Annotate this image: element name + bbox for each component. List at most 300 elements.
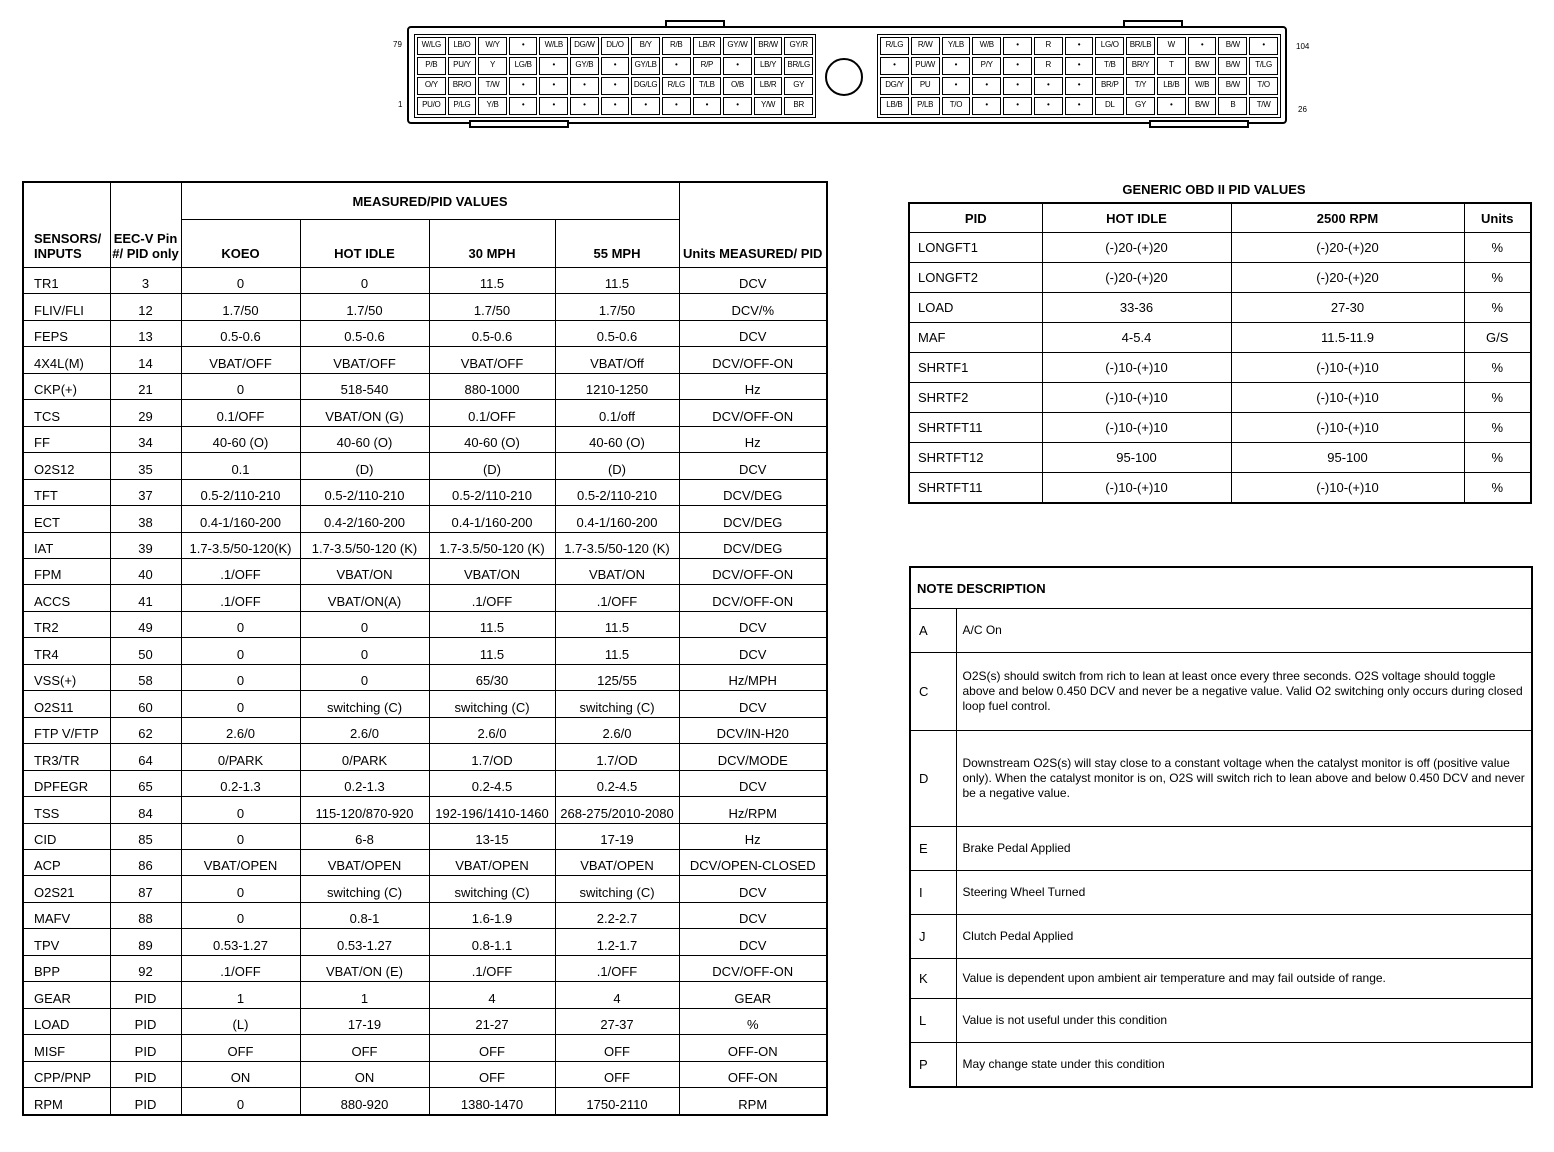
cell-koeo: 0.53-1.27	[181, 929, 300, 955]
cell-30-mph: 1.6-1.9	[429, 902, 555, 928]
connector-pin: •	[1003, 77, 1032, 95]
cell-55-mph: 2.2-2.7	[555, 902, 679, 928]
cell-units: RPM	[679, 1088, 827, 1115]
cell-units: Hz	[679, 373, 827, 399]
cell-koeo: 0.1	[181, 453, 300, 479]
cell-units: DCV	[679, 611, 827, 637]
cell-koeo: 0	[181, 691, 300, 717]
table-row	[23, 558, 827, 584]
cell-55-mph: 1.2-1.7	[555, 929, 679, 955]
connector-pin: R/P	[693, 57, 722, 75]
connector-pin: R/W	[911, 37, 940, 55]
connector-pin: •	[570, 77, 599, 95]
connector-pin: •	[631, 97, 660, 115]
obd-cell-pid: SHRTFT11	[909, 472, 1042, 503]
cell-koeo: 0/PARK	[181, 744, 300, 770]
connector-pin: P/Y	[972, 57, 1001, 75]
cell-30-mph: 0.5-2/110-210	[429, 479, 555, 505]
cell-koeo: .1/OFF	[181, 558, 300, 584]
connector-pin: R	[1034, 57, 1063, 75]
connector-pin: •	[509, 97, 538, 115]
cell-55-mph: 1210-1250	[555, 373, 679, 399]
cell-hot-idle: VBAT/OPEN	[300, 849, 429, 875]
cell-pin: 12	[110, 294, 181, 320]
table-row	[23, 1088, 827, 1115]
cell-hot-idle: VBAT/ON (G)	[300, 400, 429, 426]
table-row	[909, 472, 1531, 503]
obd-cell-units: %	[1464, 382, 1531, 412]
connector-pin: Y/W	[754, 97, 783, 115]
cell-sensor: IAT	[23, 532, 110, 558]
connector-pin: GY/R	[784, 37, 813, 55]
cell-units: DCV	[679, 638, 827, 664]
cell-55-mph: 11.5	[555, 638, 679, 664]
cell-units: DCV/OFF-ON	[679, 955, 827, 981]
cell-units: DCV	[679, 929, 827, 955]
note-row	[910, 871, 1532, 915]
table-row	[23, 453, 827, 479]
table-row	[23, 982, 827, 1008]
connector-pin: •	[942, 57, 971, 75]
cell-30-mph: 0.1/OFF	[429, 400, 555, 426]
connector-pin: W/B	[1188, 77, 1217, 95]
cell-30-mph: 21-27	[429, 1008, 555, 1034]
table-row	[23, 585, 827, 611]
connector-pin: LB/O	[448, 37, 477, 55]
connector-pin-block-right	[877, 34, 1281, 118]
note-letter: C	[910, 653, 956, 731]
obd-cell-units: G/S	[1464, 322, 1531, 352]
cell-55-mph: 11.5	[555, 268, 679, 294]
obd-cell-pid: LOAD	[909, 292, 1042, 322]
connector-pin: •	[509, 77, 538, 95]
cell-pin: 34	[110, 426, 181, 452]
connector-pin: •	[942, 77, 971, 95]
cell-pin: 13	[110, 320, 181, 346]
cell-55-mph: 40-60 (O)	[555, 426, 679, 452]
cell-koeo: 1.7-3.5/50-120(K)	[181, 532, 300, 558]
notes-table	[909, 566, 1533, 1088]
cell-sensor: FF	[23, 426, 110, 452]
table-row	[909, 382, 1531, 412]
connector-pin: •	[1034, 97, 1063, 115]
cell-hot-idle: 0.4-2/160-200	[300, 506, 429, 532]
table-row	[23, 691, 827, 717]
cell-hot-idle: 0	[300, 664, 429, 690]
connector-pin: P/B	[417, 57, 446, 75]
cell-pin: PID	[110, 1088, 181, 1115]
cell-pin: 65	[110, 770, 181, 796]
table-row	[23, 320, 827, 346]
cell-units: DCV/DEG	[679, 479, 827, 505]
connector-pin: BR/O	[448, 77, 477, 95]
cell-hot-idle: 0	[300, 268, 429, 294]
table-row	[909, 352, 1531, 382]
connector-pin: Y/B	[478, 97, 507, 115]
cell-pin: 84	[110, 797, 181, 823]
cell-55-mph: switching (C)	[555, 876, 679, 902]
cell-pin: 88	[110, 902, 181, 928]
cell-55-mph: 0.4-1/160-200	[555, 506, 679, 532]
table-row	[23, 955, 827, 981]
cell-sensor: FLIV/FLI	[23, 294, 110, 320]
cell-sensor: O2S12	[23, 453, 110, 479]
cell-sensor: LOAD	[23, 1008, 110, 1034]
note-description: A/C On	[956, 609, 1532, 653]
connector-pin: •	[601, 97, 630, 115]
obd-cell-hot-idle: (-)10-(+)10	[1042, 472, 1231, 503]
connector-pin: •	[1065, 77, 1094, 95]
cell-units: DCV/DEG	[679, 532, 827, 558]
table-row	[909, 412, 1531, 442]
connector-pin: B/W	[1218, 37, 1247, 55]
cell-sensor: MAFV	[23, 902, 110, 928]
cell-55-mph: 1.7/OD	[555, 744, 679, 770]
obd-cell-hot-idle: 95-100	[1042, 442, 1231, 472]
connector-center-circle	[825, 58, 863, 96]
table-row	[23, 664, 827, 690]
cell-units: DCV/OFF-ON	[679, 347, 827, 373]
connector-pin: GY/B	[570, 57, 599, 75]
cell-pin: 50	[110, 638, 181, 664]
connector-pin: DL/O	[601, 37, 630, 55]
cell-hot-idle: 0/PARK	[300, 744, 429, 770]
cell-30-mph: 65/30	[429, 664, 555, 690]
connector-pin: BR/P	[1095, 77, 1124, 95]
connector-pin: •	[1003, 57, 1032, 75]
cell-sensor: DPFEGR	[23, 770, 110, 796]
note-letter: A	[910, 609, 956, 653]
cell-koeo: 0.2-1.3	[181, 770, 300, 796]
obd-cell-2500-rpm: (-)20-(+)20	[1231, 233, 1464, 263]
connector-pin: •	[1065, 57, 1094, 75]
table-row	[23, 823, 827, 849]
note-row	[910, 827, 1532, 871]
cell-koeo: 0	[181, 664, 300, 690]
connector-pin: •	[723, 97, 752, 115]
cell-sensor: CID	[23, 823, 110, 849]
cell-pin: 86	[110, 849, 181, 875]
connector-pin: GY/LB	[631, 57, 660, 75]
obd-cell-hot-idle: (-)20-(+)20	[1042, 262, 1231, 292]
obd-header-cell: Units	[1464, 203, 1531, 233]
cell-units: DCV/OFF-ON	[679, 400, 827, 426]
cell-pin: 60	[110, 691, 181, 717]
table-row	[909, 233, 1531, 263]
cell-pin: 21	[110, 373, 181, 399]
connector-pin: R/LG	[662, 77, 691, 95]
cell-koeo: 0	[181, 876, 300, 902]
obd-cell-pid: SHRTF1	[909, 352, 1042, 382]
connector-pin: LG/O	[1095, 37, 1124, 55]
cell-hot-idle: 1	[300, 982, 429, 1008]
header-koeo: KOEO	[181, 220, 300, 268]
cell-pin: 85	[110, 823, 181, 849]
obd-cell-2500-rpm: 11.5-11.9	[1231, 322, 1464, 352]
table-row	[23, 532, 827, 558]
table-row	[23, 611, 827, 637]
connector-pin: R	[1034, 37, 1063, 55]
cell-hot-idle: VBAT/OFF	[300, 347, 429, 373]
connector-pin: •	[1249, 37, 1278, 55]
cell-koeo: 0.4-1/160-200	[181, 506, 300, 532]
cell-hot-idle: 0.5-2/110-210	[300, 479, 429, 505]
connector-pin: T/B	[1095, 57, 1124, 75]
pin-label-79: 79	[393, 40, 402, 49]
cell-pin: 39	[110, 532, 181, 558]
connector-pin: T/LB	[693, 77, 722, 95]
obd-cell-pid: LONGFT1	[909, 233, 1042, 263]
table-row	[23, 797, 827, 823]
obd-cell-2500-rpm: (-)10-(+)10	[1231, 472, 1464, 503]
connector-pin: B/W	[1218, 57, 1247, 75]
cell-30-mph: VBAT/OPEN	[429, 849, 555, 875]
cell-pin: PID	[110, 1008, 181, 1034]
note-description: Clutch Pedal Applied	[956, 915, 1532, 959]
connector-pin: DG/W	[570, 37, 599, 55]
cell-sensor: TCS	[23, 400, 110, 426]
connector-pin: •	[539, 57, 568, 75]
note-letter: K	[910, 959, 956, 999]
connector-pin: PU/O	[417, 97, 446, 115]
cell-55-mph: switching (C)	[555, 691, 679, 717]
obd-cell-units: %	[1464, 233, 1531, 263]
note-letter: L	[910, 999, 956, 1043]
cell-hot-idle: 0.2-1.3	[300, 770, 429, 796]
header-sensors-inputs: SENSORS/ INPUTS	[23, 182, 110, 268]
obd-cell-units: %	[1464, 352, 1531, 382]
connector-pin: BR/W	[754, 37, 783, 55]
connector-pin: DG/Y	[880, 77, 909, 95]
cell-55-mph: 0.2-4.5	[555, 770, 679, 796]
cell-hot-idle: 0.5-0.6	[300, 320, 429, 346]
cell-pin: 87	[110, 876, 181, 902]
table-row	[23, 1061, 827, 1087]
cell-30-mph: 40-60 (O)	[429, 426, 555, 452]
obd-cell-hot-idle: (-)10-(+)10	[1042, 412, 1231, 442]
table-row	[909, 442, 1531, 472]
cell-sensor: FTP V/FTP	[23, 717, 110, 743]
connector-bottom-tab-left	[469, 120, 569, 128]
connector-pin: LB/Y	[754, 57, 783, 75]
cell-sensor: FEPS	[23, 320, 110, 346]
cell-pin: 40	[110, 558, 181, 584]
cell-55-mph: 125/55	[555, 664, 679, 690]
cell-55-mph: 2.6/0	[555, 717, 679, 743]
connector-pin: W/Y	[478, 37, 507, 55]
cell-units: DCV	[679, 902, 827, 928]
cell-55-mph: VBAT/ON	[555, 558, 679, 584]
obd-cell-pid: SHRTFT11	[909, 412, 1042, 442]
connector-pin: LB/B	[1157, 77, 1186, 95]
obd-cell-units: %	[1464, 442, 1531, 472]
cell-sensor: TPV	[23, 929, 110, 955]
cell-55-mph: (D)	[555, 453, 679, 479]
cell-pin: 92	[110, 955, 181, 981]
cell-sensor: ACP	[23, 849, 110, 875]
cell-30-mph: 1.7/50	[429, 294, 555, 320]
cell-55-mph: .1/OFF	[555, 955, 679, 981]
cell-55-mph: OFF	[555, 1061, 679, 1087]
notes-header-description: DESCRIPTION	[956, 580, 1046, 596]
table-row	[23, 294, 827, 320]
connector-pin: DL	[1095, 97, 1124, 115]
cell-sensor: BPP	[23, 955, 110, 981]
obd-cell-units: %	[1464, 472, 1531, 503]
connector-pin: O/Y	[417, 77, 446, 95]
cell-hot-idle: 518-540	[300, 373, 429, 399]
cell-30-mph: 11.5	[429, 638, 555, 664]
table-row	[23, 1008, 827, 1034]
cell-pin: PID	[110, 1061, 181, 1087]
connector-pin: T/W	[478, 77, 507, 95]
cell-koeo: 0	[181, 373, 300, 399]
cell-units: DCV/OPEN-CLOSED	[679, 849, 827, 875]
table-row	[23, 400, 827, 426]
cell-hot-idle: 0	[300, 611, 429, 637]
connector-pin: Y/LB	[942, 37, 971, 55]
cell-units: GEAR	[679, 982, 827, 1008]
cell-koeo: ON	[181, 1061, 300, 1087]
cell-sensor: FPM	[23, 558, 110, 584]
obd-table-title: GENERIC OBD II PID VALUES	[1122, 182, 1306, 197]
cell-55-mph: VBAT/Off	[555, 347, 679, 373]
note-row	[910, 609, 1532, 653]
table-row	[909, 262, 1531, 292]
table-row	[23, 479, 827, 505]
table-row	[23, 268, 827, 294]
cell-sensor: MISF	[23, 1035, 110, 1061]
note-letter: I	[910, 871, 956, 915]
cell-30-mph: switching (C)	[429, 876, 555, 902]
cell-units: DCV/OFF-ON	[679, 558, 827, 584]
connector-pin: •	[601, 77, 630, 95]
cell-koeo: 0.1/OFF	[181, 400, 300, 426]
cell-units: Hz	[679, 823, 827, 849]
sensor-inputs-table	[22, 181, 828, 1116]
note-row	[910, 959, 1532, 999]
cell-30-mph: 11.5	[429, 611, 555, 637]
cell-units: Hz	[679, 426, 827, 452]
cell-units: OFF-ON	[679, 1035, 827, 1061]
cell-55-mph: 0.1/off	[555, 400, 679, 426]
connector-pin-block-left	[414, 34, 816, 118]
cell-sensor: TSS	[23, 797, 110, 823]
cell-units: OFF-ON	[679, 1061, 827, 1087]
cell-koeo: 0	[181, 1088, 300, 1115]
cell-pin: 3	[110, 268, 181, 294]
pin-label-1: 1	[398, 100, 403, 109]
connector-pin: W	[1157, 37, 1186, 55]
cell-sensor: TFT	[23, 479, 110, 505]
pin-label-104: 104	[1296, 42, 1310, 51]
cell-pin: PID	[110, 982, 181, 1008]
cell-30-mph: 0.8-1.1	[429, 929, 555, 955]
connector-pin: B/W	[1188, 57, 1217, 75]
cell-30-mph: switching (C)	[429, 691, 555, 717]
header-30-mph: 30 MPH	[429, 220, 555, 268]
header-pin: EEC-V Pin #/ PID only	[110, 182, 181, 268]
cell-hot-idle: ON	[300, 1061, 429, 1087]
connector-pin: DG/LG	[631, 77, 660, 95]
table-row	[23, 426, 827, 452]
connector-pin: B/Y	[631, 37, 660, 55]
connector-pin: T/W	[1249, 97, 1278, 115]
obd-header-cell: 2500 RPM	[1231, 203, 1464, 233]
table-row	[23, 770, 827, 796]
connector-pin: W/LB	[539, 37, 568, 55]
cell-hot-idle: switching (C)	[300, 876, 429, 902]
cell-hot-idle: 6-8	[300, 823, 429, 849]
pin-label-26: 26	[1298, 105, 1307, 114]
connector-pin: •	[1065, 97, 1094, 115]
connector-pin: •	[539, 97, 568, 115]
connector-pin: •	[1003, 97, 1032, 115]
cell-30-mph: 0.5-0.6	[429, 320, 555, 346]
notes-header-note: NOTE	[917, 580, 954, 596]
cell-55-mph: 1.7/50	[555, 294, 679, 320]
cell-pin: 37	[110, 479, 181, 505]
cell-hot-idle: 1.7/50	[300, 294, 429, 320]
connector-pin: •	[509, 37, 538, 55]
obd-cell-units: %	[1464, 262, 1531, 292]
connector-pin: BR/Y	[1126, 57, 1155, 75]
connector-pin: •	[1034, 77, 1063, 95]
cell-units: %	[679, 1008, 827, 1034]
connector-bottom-tab-right	[1149, 120, 1249, 128]
cell-pin: 62	[110, 717, 181, 743]
connector-pin: W/B	[972, 37, 1001, 55]
connector-pin: T/O	[1249, 77, 1278, 95]
note-description: May change state under this condition	[956, 1043, 1532, 1087]
cell-koeo: 0	[181, 268, 300, 294]
obd-cell-2500-rpm: (-)10-(+)10	[1231, 412, 1464, 442]
cell-pin: 64	[110, 744, 181, 770]
connector-pin: •	[880, 57, 909, 75]
connector-pin: Y	[478, 57, 507, 75]
connector-pin: R/LG	[880, 37, 909, 55]
table-row	[23, 849, 827, 875]
cell-55-mph: 11.5	[555, 611, 679, 637]
cell-hot-idle: 0.8-1	[300, 902, 429, 928]
cell-sensor: GEAR	[23, 982, 110, 1008]
cell-hot-idle: 2.6/0	[300, 717, 429, 743]
connector-pin: PU/W	[911, 57, 940, 75]
cell-hot-idle: 0	[300, 638, 429, 664]
connector-pin: •	[539, 77, 568, 95]
connector-pin: T/Y	[1126, 77, 1155, 95]
cell-55-mph: 4	[555, 982, 679, 1008]
cell-sensor: 4X4L(M)	[23, 347, 110, 373]
cell-30-mph: (D)	[429, 453, 555, 479]
connector-pin: PU/Y	[448, 57, 477, 75]
note-row	[910, 731, 1532, 827]
cell-sensor: ACCS	[23, 585, 110, 611]
connector-pin: PU	[911, 77, 940, 95]
cell-hot-idle: (D)	[300, 453, 429, 479]
cell-koeo: 1	[181, 982, 300, 1008]
eec-v-connector-diagram	[407, 24, 1287, 128]
obd-header-cell: PID	[909, 203, 1042, 233]
cell-30-mph: VBAT/ON	[429, 558, 555, 584]
cell-hot-idle: VBAT/ON (E)	[300, 955, 429, 981]
cell-30-mph: OFF	[429, 1035, 555, 1061]
cell-sensor: TR2	[23, 611, 110, 637]
note-row	[910, 653, 1532, 731]
table-row	[23, 1035, 827, 1061]
connector-pin: LB/R	[754, 77, 783, 95]
cell-koeo: VBAT/OPEN	[181, 849, 300, 875]
